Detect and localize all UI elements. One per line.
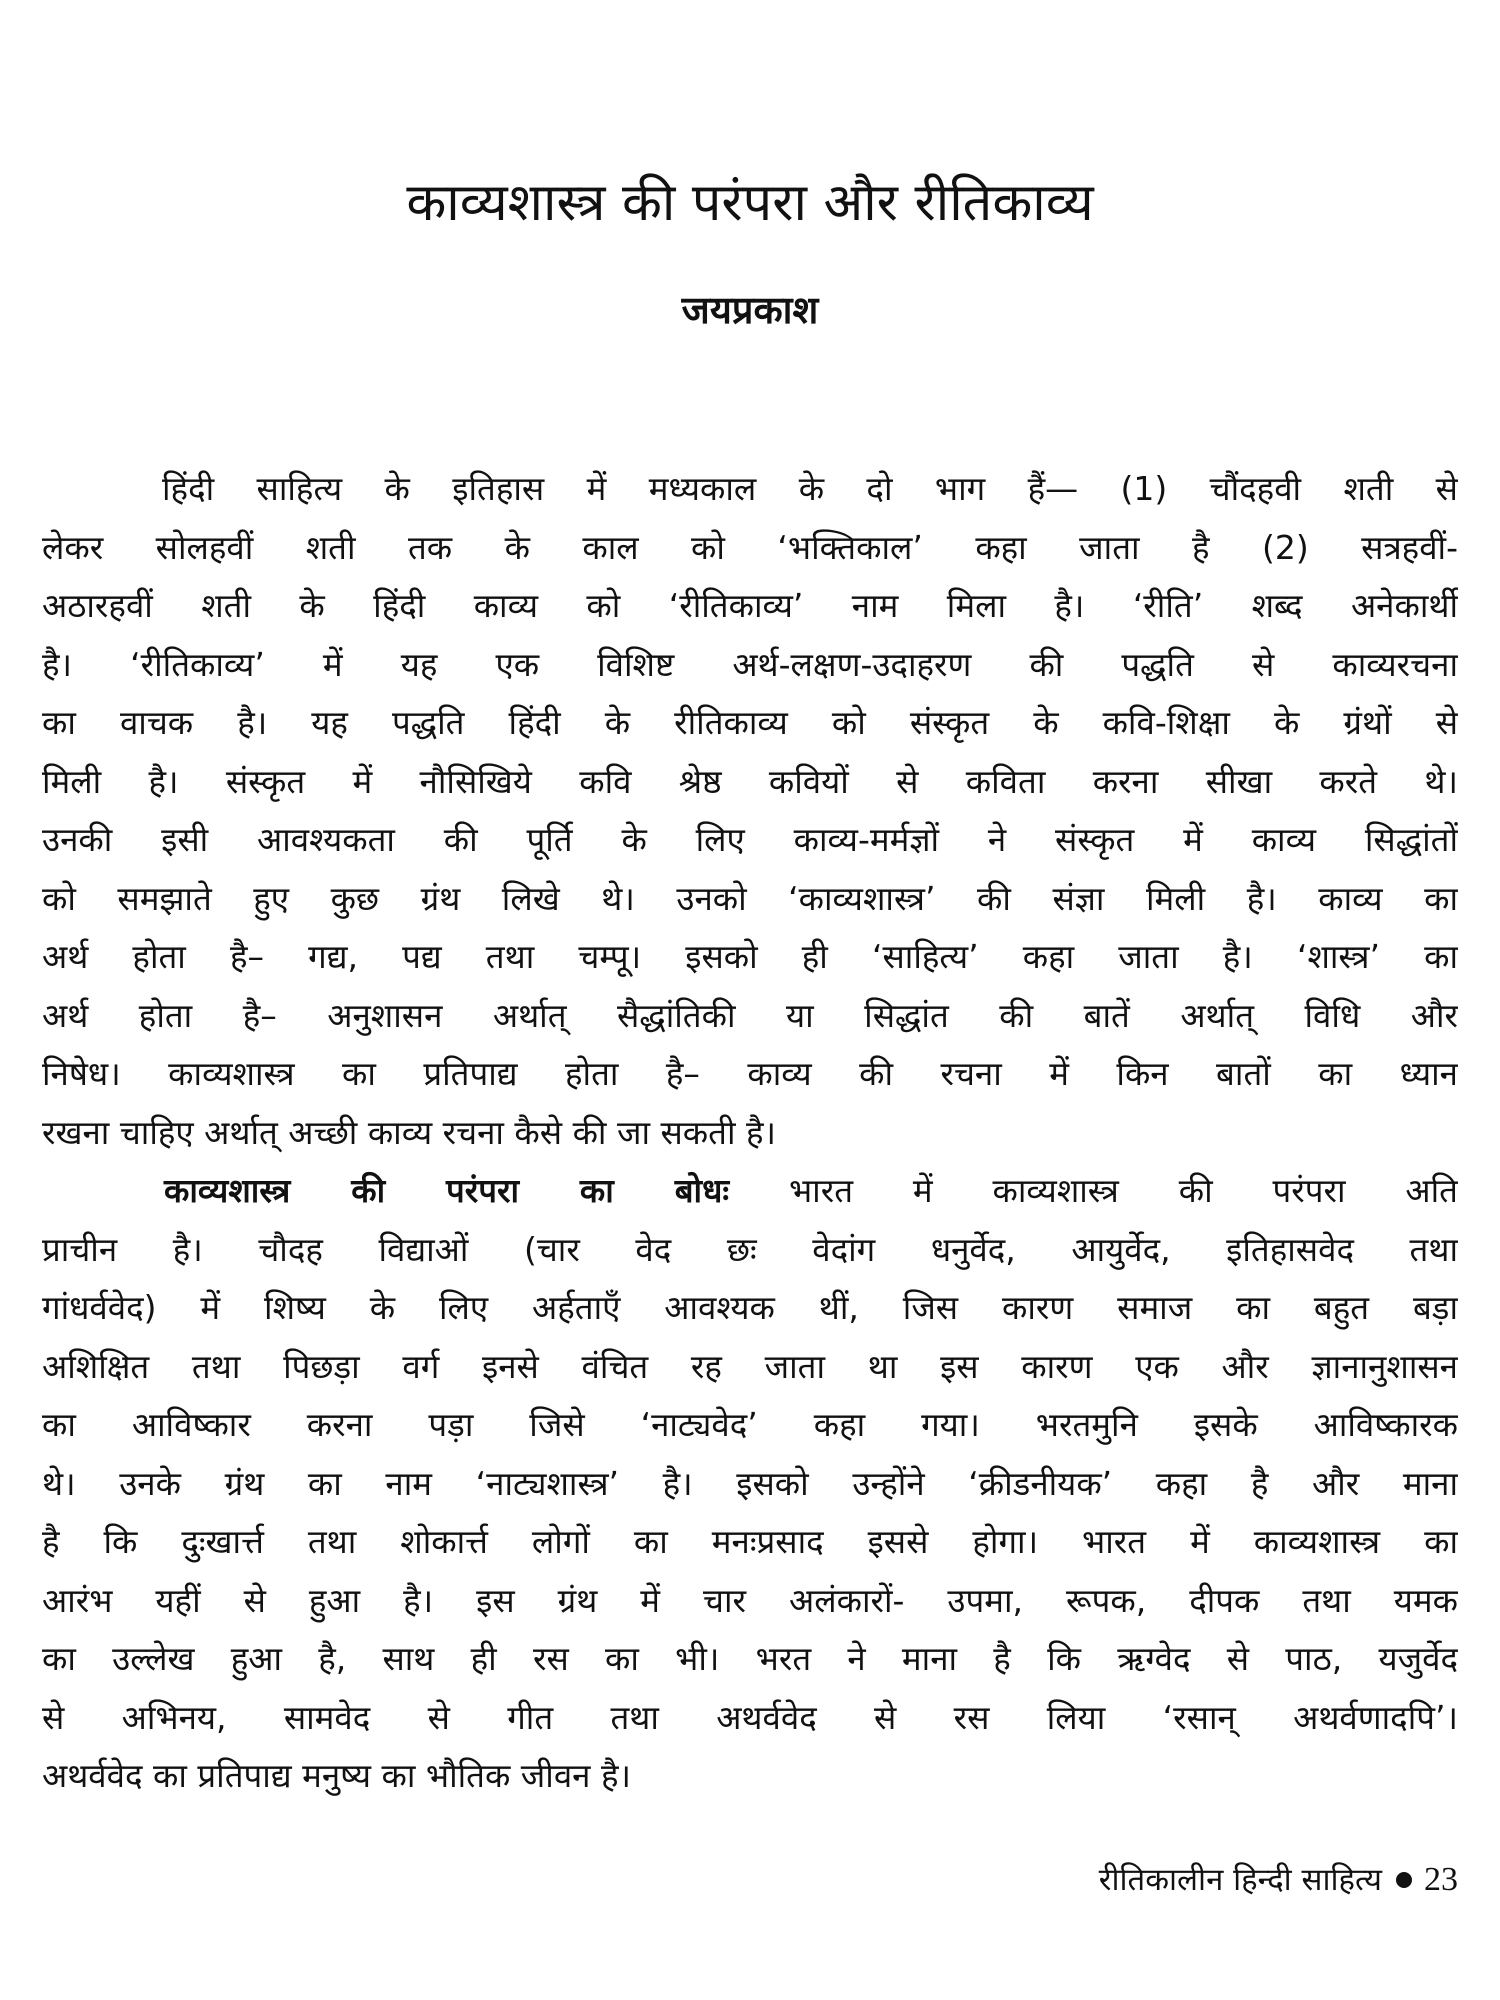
text-line: थे। उनके ग्रंथ का नाम ‘नाट्यशास्त्र’ है। इसको उन्होंने ‘क्रीडनीयक’ कहा है और माना xyxy=(42,1463,1458,1503)
page-number: 23 xyxy=(1424,1861,1458,1898)
text-line: निषेध। काव्यशास्त्र का प्रतिपाद्य होता है– काव्य की रचना में किन बातों का ध्यान xyxy=(42,1054,1458,1093)
text-line: अर्थ होता है– अनुशासन अर्थात् सैद्धांतिकी या सिद्धांत की बातें अर्थात् विधि और xyxy=(42,995,1458,1035)
text-line: है कि दुःखार्त्त तथा शोकार्त्त लोगों का मनःप्रसाद इससे होगा। भारत में काव्यशास्त्र का xyxy=(42,1522,1458,1561)
running-book-title: रीतिकालीन हिन्दी साहित्य xyxy=(1098,1862,1382,1898)
page-footer xyxy=(1099,1855,1458,1905)
author-name: जयप्रकाश xyxy=(681,288,819,332)
paragraph-1 xyxy=(42,460,1458,1162)
bullet-icon xyxy=(1396,1872,1412,1888)
section-heading: काव्यशास्त्र की परंपरा का बोधः xyxy=(164,1171,730,1210)
text-line: लेकर सोलहवीं शती तक के काल को ‘भक्तिकाल’ कहा जाता है (2) सत्रहवीं- xyxy=(42,527,1458,567)
text-line: अथर्ववेद का प्रतिपाद्य मनुष्य का भौतिक जीवन है। xyxy=(42,1756,632,1795)
text-line: उनकी इसी आवश्यकता की पूर्ति के लिए काव्य-मर्मज्ञों ने संस्कृत में काव्य सिद्धांतों xyxy=(42,820,1458,859)
text-line: मिली है। संस्कृत में नौसिखिये कवि श्रेष्ठ कवियों से कविता करना सीखा करते थे। xyxy=(42,761,1458,801)
text-line: हिंदी साहित्य के इतिहास में मध्यकाल के दो भाग हैं— (1) चौंदहवी शती से xyxy=(162,469,1458,508)
text-line xyxy=(42,1162,1458,1221)
text-run: भारत में काव्यशास्त्र की परंपरा अति xyxy=(729,1171,1458,1210)
text-line: प्राचीन है। चौदह विद्याओं (चार वेद छः वेदांग धनुर्वेद, आयुर्वेद, इतिहासवेद तथा xyxy=(42,1229,1458,1269)
chapter-title: काव्यशास्त्र की परंपरा और रीतिकाव्य xyxy=(406,173,1094,233)
text-line: अर्थ होता है– गद्य, पद्य तथा चम्पू। इसको ही ‘साहित्य’ कहा जाता है। ‘शास्त्र’ का xyxy=(42,937,1458,976)
text-line: है। ‘रीतिकाव्य’ में यह एक विशिष्ट अर्थ-लक्षण-उदाहरण की पद्धति से काव्यरचना xyxy=(42,644,1458,684)
body-text xyxy=(42,460,1458,1806)
text-line: का आविष्कार करना पड़ा जिसे ‘नाट्यवेद’ कहा गया। भरतमुनि इसके आविष्कारक xyxy=(42,1405,1458,1444)
text-line: का उल्लेख हुआ है, साथ ही रस का भी। भरत ने माना है कि ऋग्वेद से पाठ, यजुर्वेद xyxy=(42,1639,1458,1678)
text-line: गांधर्ववेद) में शिष्य के लिए अर्हताएँ आवश्यक थीं, जिस कारण समाज का बहुत बड़ा xyxy=(42,1288,1458,1327)
text-line: से अभिनय, सामवेद से गीत तथा अथर्ववेद से रस लिया ‘रसान् अथर्वणादपि’। xyxy=(42,1697,1458,1737)
text-line: अशिक्षित तथा पिछड़ा वर्ग इनसे वंचित रह जाता था इस कारण एक और ज्ञानानुशासन xyxy=(42,1346,1458,1386)
paragraph-2 xyxy=(42,1162,1458,1806)
text-line: रखना चाहिए अर्थात् अच्छी काव्य रचना कैसे की जा सकती है। xyxy=(42,1112,777,1152)
text-line: का वाचक है। यह पद्धति हिंदी के रीतिकाव्य को संस्कृत के कवि-शिक्षा के ग्रंथों से xyxy=(42,703,1458,742)
text-line: आरंभ यहीं से हुआ है। इस ग्रंथ में चार अलंकारों- उपमा, रूपक, दीपक तथा यमक xyxy=(42,1580,1458,1620)
text-line: अठारहवीं शती के हिंदी काव्य को ‘रीतिकाव्य’ नाम मिला है। ‘रीति’ शब्द अनेकार्थी xyxy=(42,586,1458,625)
text-line: को समझाते हुए कुछ ग्रंथ लिखे थे। उनको ‘काव्यशास्त्र’ की संज्ञा मिली है। काव्य का xyxy=(42,878,1458,918)
